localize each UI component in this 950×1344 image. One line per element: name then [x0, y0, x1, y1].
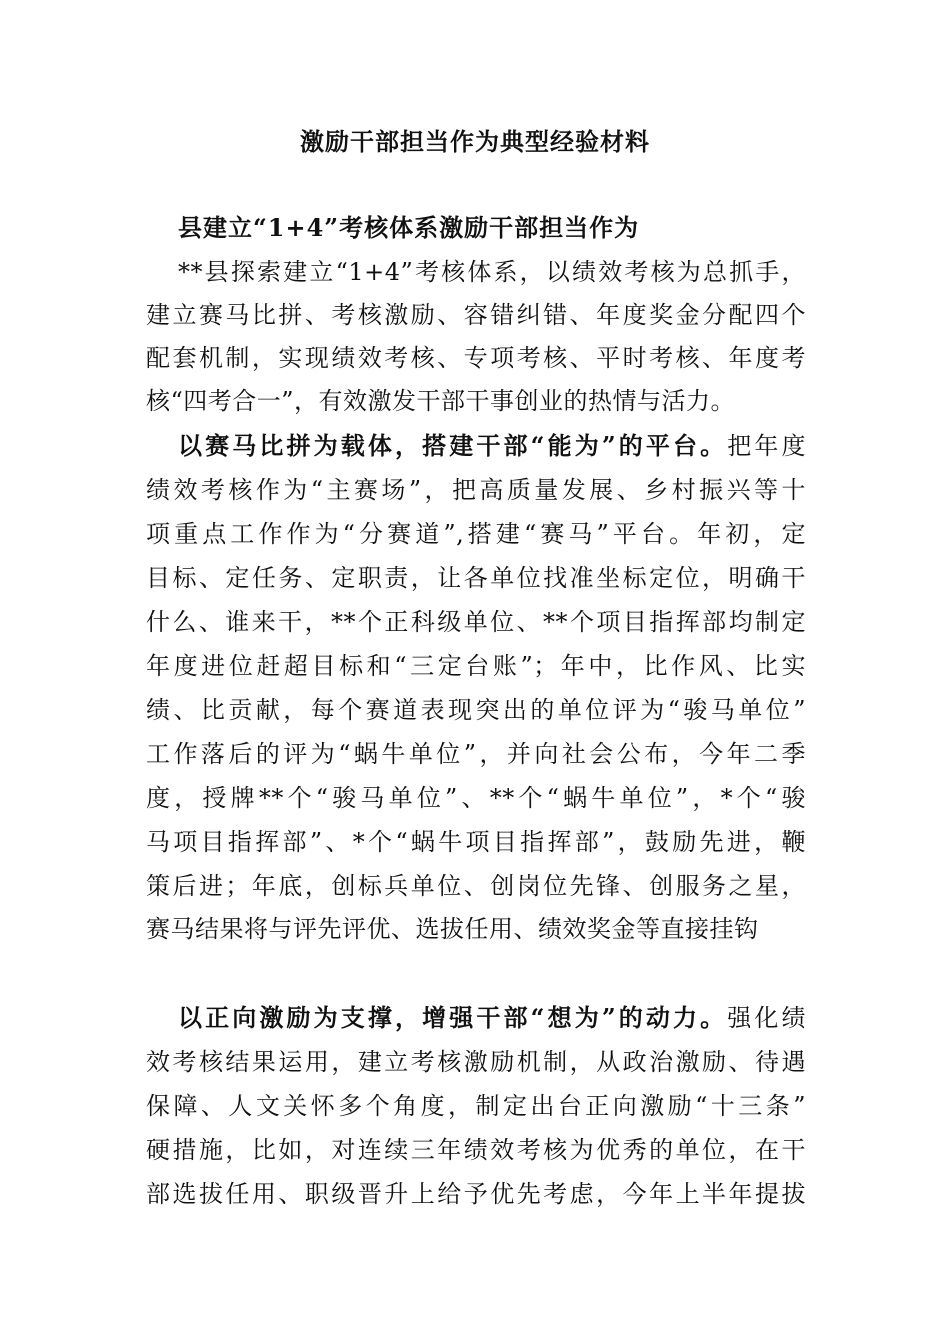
document-title: 激励干部担当作为典型经验材料 [300, 127, 650, 156]
section2-line: 保障、人文关怀多个角度，制定出台正向激励“十三条” [146, 1092, 806, 1120]
section1-line: 年度进位赶超目标和“三定台账”；年中，比作风、比实 [146, 652, 806, 680]
section1-line: 项重点工作作为“分赛道”,搭建“赛马”平台。年初，定 [146, 520, 806, 548]
section1-line: 绩效考核作为“主赛场”，把高质量发展、乡村振兴等十 [146, 476, 806, 504]
section2-first-line-rest: 强化绩 [727, 1004, 807, 1032]
section1-line: 绩、比贡献，每个赛道表现突出的单位评为“骏马单位” [146, 696, 806, 724]
intro-line: 建立赛马比拼、考核激励、容错纠错、年度奖金分配四个 [146, 301, 806, 329]
section2-line: 效考核结果运用，建立考核激励机制，从政治激励、待遇 [146, 1048, 806, 1076]
section1-line: 度，授牌**个“骏马单位”、**个“蜗牛单位”，*个“骏 [146, 784, 806, 812]
section1-first-line [178, 428, 806, 464]
section1-line: 目标、定任务、定职责，让各单位找准坐标定位，明确干 [146, 564, 806, 592]
section1-line: 策后进；年底，创标兵单位、创岗位先锋、创服务之星， [146, 872, 806, 900]
section1-first-line-rest: 把年度 [727, 432, 807, 460]
section2-line: 部选拔任用、职级晋升上给予优先考虑，今年上半年提拔 [146, 1180, 806, 1208]
intro-line: 配套机制，实现绩效考核、专项考核、平时考核、年度考 [146, 344, 806, 372]
section1-line: 工作落后的评为“蜗牛单位”，并向社会公布，今年二季 [146, 740, 806, 768]
section1-line: 马项目指挥部”、*个“蜗牛项目指挥部”，鼓励先进，鞭 [146, 828, 806, 856]
intro-line: **县探索建立“1+4”考核体系，以绩效考核为总抓手， [178, 258, 806, 286]
section1-heading: 以赛马比拼为载体，搭建干部“能为”的平台。 [178, 431, 728, 460]
section2-heading: 以正向激励为支撑，增强干部“想为”的动力。 [178, 1003, 728, 1032]
section2-first-line [178, 1000, 806, 1036]
intro-line: 核“四考合一”，有效激发干部干事创业的热情与活力。 [146, 387, 736, 415]
document-subtitle: 县建立“1+4”考核体系激励干部担当作为 [178, 213, 640, 242]
section1-line: 赛马结果将与评先评优、选拔任用、绩效奖金等直接挂钩 [146, 915, 759, 943]
section1-line: 什么、谁来干，**个正科级单位、**个项目指挥部均制定 [146, 608, 806, 636]
section2-line: 硬措施，比如，对连续三年绩效考核为优秀的单位，在干 [146, 1136, 806, 1164]
